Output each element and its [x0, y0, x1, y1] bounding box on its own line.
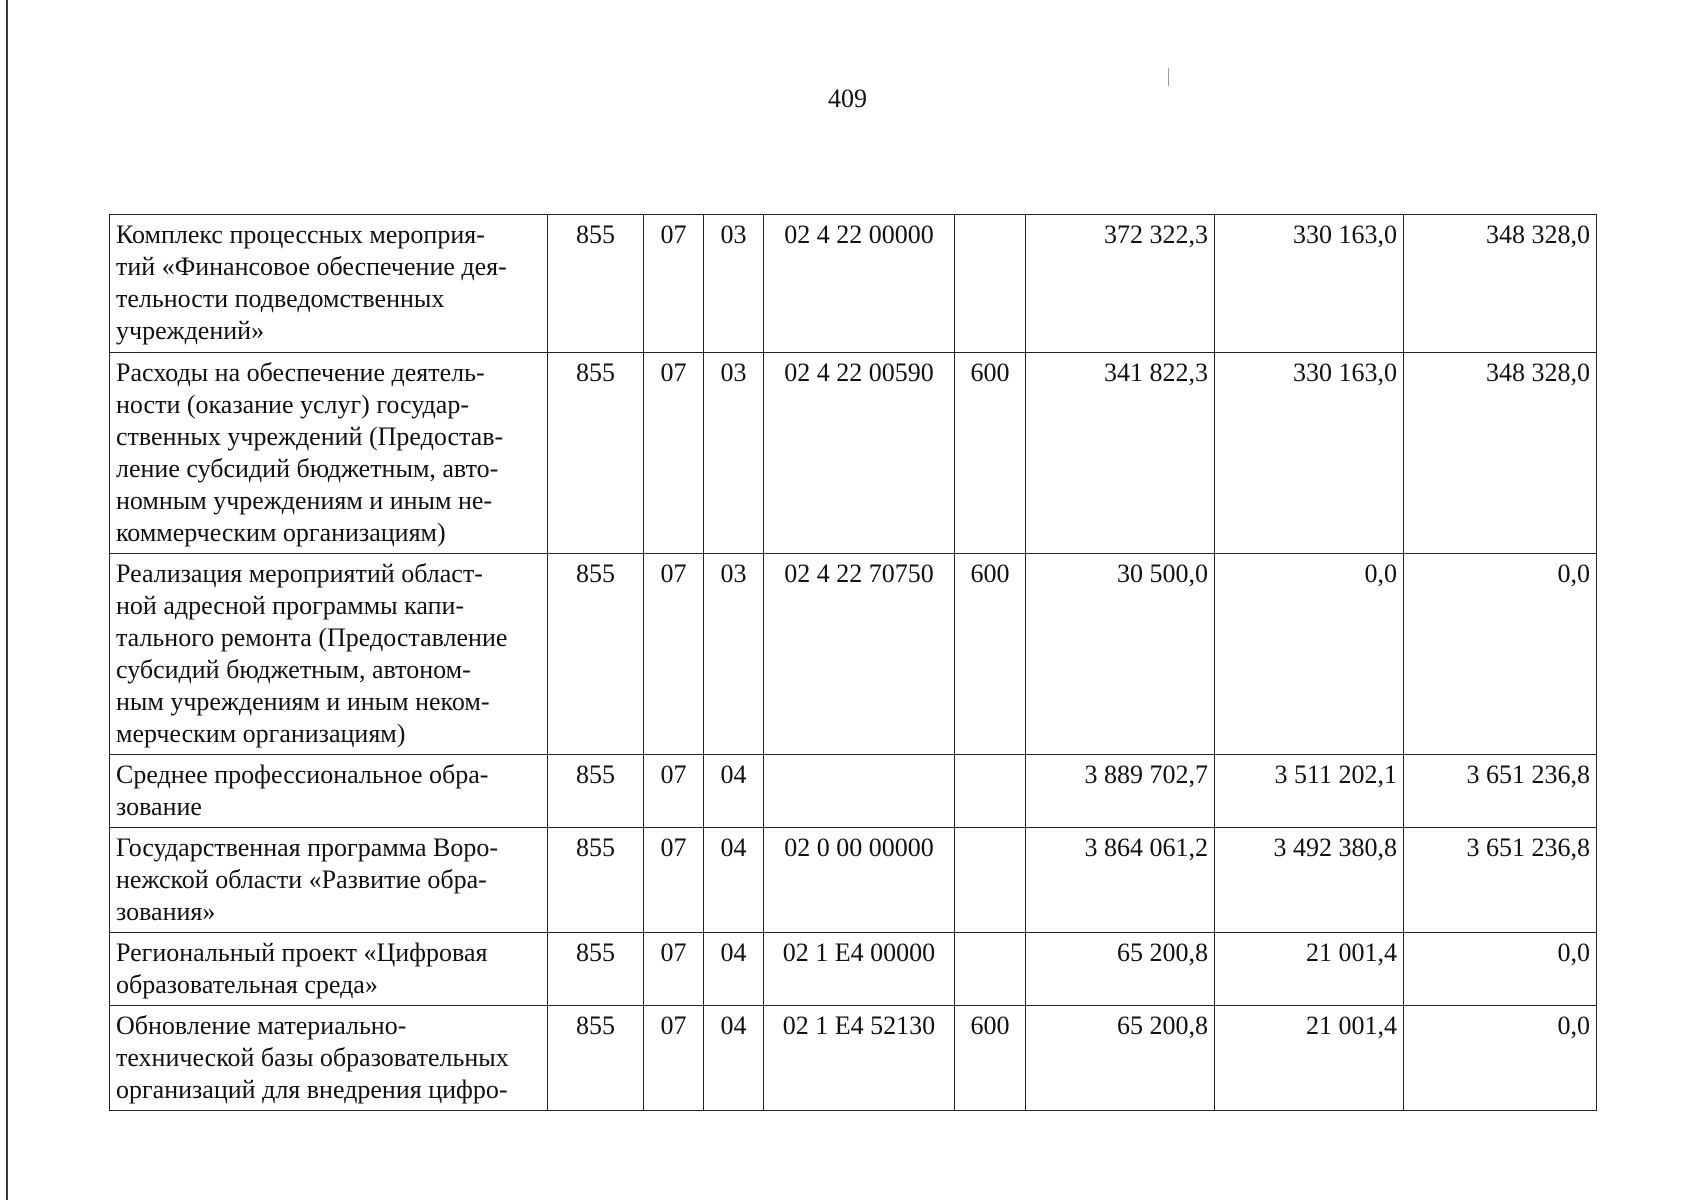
target-article-code: 02 4 22 70750 [764, 554, 955, 755]
subsection-code: 04 [704, 828, 764, 933]
amount-year-3: 348 328,0 [1404, 215, 1597, 353]
subsection-code: 03 [704, 353, 764, 554]
subsection-code: 03 [704, 215, 764, 353]
subsection-code: 03 [704, 554, 764, 755]
amount-year-2: 330 163,0 [1215, 215, 1404, 353]
page-left-edge [6, 0, 8, 1200]
target-article-code: 02 1 E4 00000 [764, 933, 955, 1006]
target-article-code [764, 755, 955, 828]
amount-year-1: 30 500,0 [1026, 554, 1215, 755]
page-number: 409 [828, 84, 867, 113]
row-name: Обновление материально- технической базы образовательных организаций для внедрения цифро- [110, 1006, 548, 1111]
budget-table [109, 214, 1597, 1111]
amount-year-3: 3 651 236,8 [1404, 755, 1597, 828]
subsection-code: 04 [704, 755, 764, 828]
table-row [110, 353, 1597, 554]
expense-type-code: 600 [955, 554, 1026, 755]
amount-year-3: 3 651 236,8 [1404, 828, 1597, 933]
amount-year-2: 0,0 [1215, 554, 1404, 755]
section-code: 07 [644, 933, 704, 1006]
target-article-code: 02 0 00 00000 [764, 828, 955, 933]
amount-year-2: 3 492 380,8 [1215, 828, 1404, 933]
row-name: Государственная программа Воро- нежской области «Развитие обра- зования» [110, 828, 548, 933]
amount-year-1: 65 200,8 [1026, 1006, 1215, 1111]
grbs-code: 855 [548, 353, 644, 554]
target-article-code: 02 4 22 00000 [764, 215, 955, 353]
subsection-code: 04 [704, 933, 764, 1006]
amount-year-1: 3 889 702,7 [1026, 755, 1215, 828]
subsection-code: 04 [704, 1006, 764, 1111]
row-name: Расходы на обеспечение деятель- ности (оказание услуг) государ- ственных учреждений (Предостав- ление субсидий бюджетным, авто- номным учреждениям и иным не- коммерческим организациям) [110, 353, 548, 554]
grbs-code: 855 [548, 933, 644, 1006]
row-name: Комплекс процессных мероприя- тий «Финансовое обеспечение дея- тельности подведомственных учреждений» [110, 215, 548, 353]
table-row [110, 933, 1597, 1006]
amount-year-2: 330 163,0 [1215, 353, 1404, 554]
table-row [110, 755, 1597, 828]
expense-type-code [955, 828, 1026, 933]
grbs-code: 855 [548, 554, 644, 755]
amount-year-2: 21 001,4 [1215, 1006, 1404, 1111]
expense-type-code [955, 933, 1026, 1006]
amount-year-3: 0,0 [1404, 933, 1597, 1006]
section-code: 07 [644, 353, 704, 554]
expense-type-code: 600 [955, 353, 1026, 554]
target-article-code: 02 1 E4 52130 [764, 1006, 955, 1111]
amount-year-1: 65 200,8 [1026, 933, 1215, 1006]
amount-year-2: 3 511 202,1 [1215, 755, 1404, 828]
row-name: Среднее профессиональное обра- зование [110, 755, 548, 828]
expense-type-code [955, 755, 1026, 828]
row-name: Реализация мероприятий област- ной адресной программы капи- тального ремонта (Предоставление субсидий бюджетным, автоном- ным учреждениям и иным неком- мерческим организациям) [110, 554, 548, 755]
target-article-code: 02 4 22 00590 [764, 353, 955, 554]
amount-year-2: 21 001,4 [1215, 933, 1404, 1006]
amount-year-1: 3 864 061,2 [1026, 828, 1215, 933]
table-row [110, 1006, 1597, 1111]
grbs-code: 855 [548, 215, 644, 353]
amount-year-3: 0,0 [1404, 1006, 1597, 1111]
expense-type-code: 600 [955, 1006, 1026, 1111]
section-code: 07 [644, 215, 704, 353]
table-row [110, 215, 1597, 353]
amount-year-1: 341 822,3 [1026, 353, 1215, 554]
row-name: Региональный проект «Цифровая образовательная среда» [110, 933, 548, 1006]
expense-type-code [955, 215, 1026, 353]
section-code: 07 [644, 554, 704, 755]
section-code: 07 [644, 828, 704, 933]
amount-year-3: 348 328,0 [1404, 353, 1597, 554]
amount-year-3: 0,0 [1404, 554, 1597, 755]
section-code: 07 [644, 1006, 704, 1111]
section-code: 07 [644, 755, 704, 828]
grbs-code: 855 [548, 1006, 644, 1111]
table-row [110, 554, 1597, 755]
grbs-code: 855 [548, 828, 644, 933]
grbs-code: 855 [548, 755, 644, 828]
table-row [110, 828, 1597, 933]
amount-year-1: 372 322,3 [1026, 215, 1215, 353]
